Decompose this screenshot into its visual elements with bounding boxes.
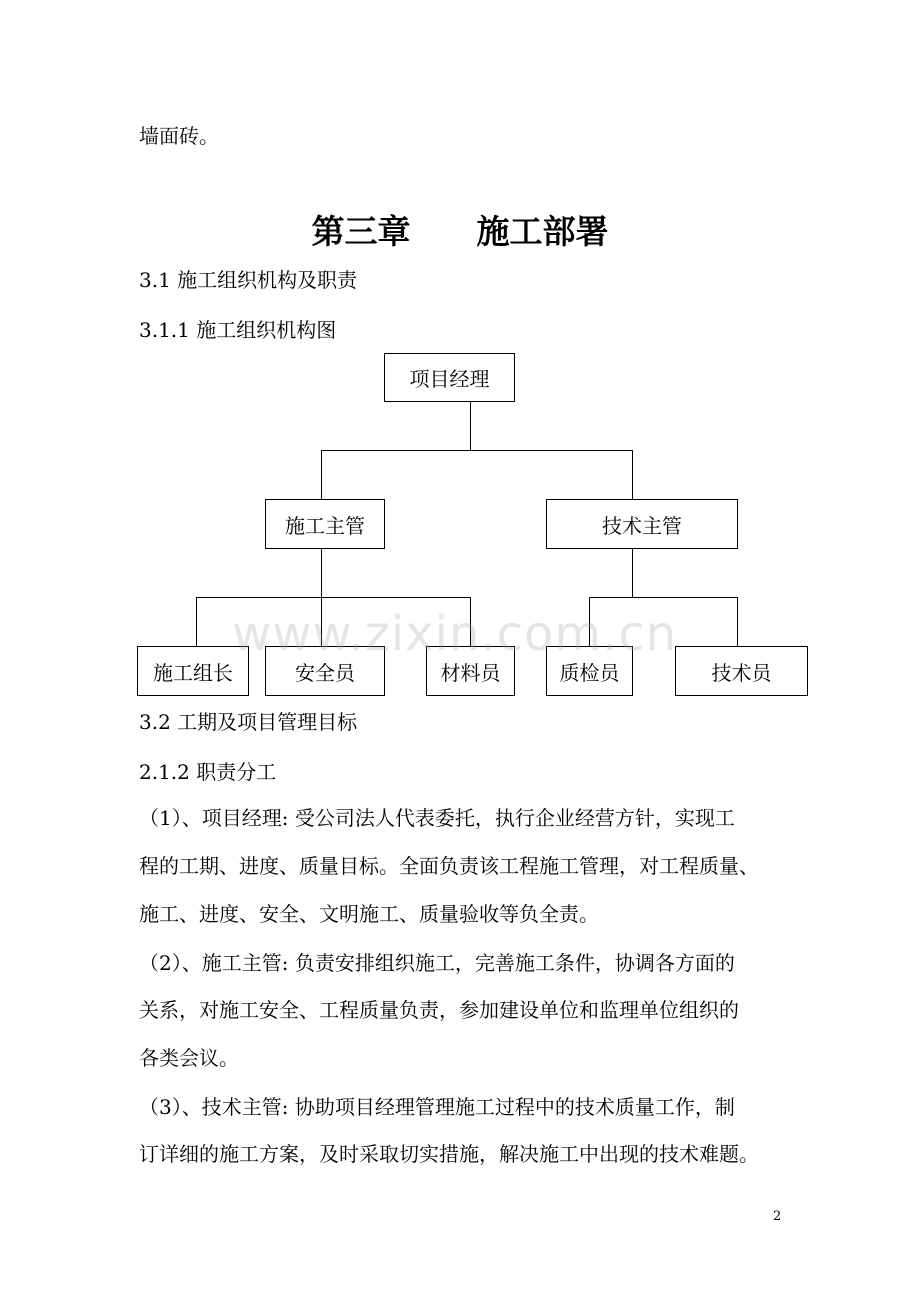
org-node-project-manager: 项目经理 [384, 353, 515, 402]
connector-line [196, 597, 471, 598]
chapter-title: 第三章 施工部署 [311, 212, 609, 251]
page-number: 2 [773, 1209, 782, 1224]
section-heading-3-1: 3.1 施工组织机构及职责 [139, 268, 358, 292]
watermark: www.zixin.com.cn [232, 606, 678, 662]
section-heading-3-2: 3.2 工期及项目管理目标 [139, 710, 358, 734]
org-node-technical-lead: 技术主管 [546, 499, 738, 549]
connector-line [632, 450, 633, 500]
org-node-materials-officer: 材料员 [426, 646, 515, 696]
paragraph-line: 程的工期、进度、质量目标。全面负责该工程施工管理，对工程质量、 [139, 854, 759, 878]
paragraph-line: 关系，对施工安全、工程质量负责，参加建设单位和监理单位组织的 [139, 998, 739, 1022]
org-node-construction-lead: 施工主管 [265, 499, 385, 549]
connector-line [321, 450, 322, 500]
paragraph-line: （3）、技术主管: 协助项目经理管理施工过程中的技术质量工作，制 [139, 1095, 735, 1119]
connector-line [321, 547, 322, 598]
section-heading-3-1-1: 3.1.1 施工组织机构图 [139, 318, 337, 342]
connector-line [321, 450, 633, 451]
intro-line: 墙面砖。 [139, 124, 219, 148]
paragraph-line: （2）、施工主管: 负责安排组织施工，完善施工条件，协调各方面的 [139, 951, 735, 975]
paragraph-line: 施工、进度、安全、文明施工、质量验收等负全责。 [139, 902, 599, 926]
connector-line [589, 597, 738, 598]
connector-line [632, 547, 633, 598]
org-node-safety-officer: 安全员 [265, 646, 385, 696]
paragraph-line: 订详细的施工方案，及时采取切实措施，解决施工中出现的技术难题。 [139, 1142, 759, 1166]
org-node-technician: 技术员 [675, 646, 808, 696]
org-node-quality-inspector: 质检员 [546, 646, 633, 696]
connector-line [196, 597, 197, 647]
org-node-team-leader: 施工组长 [137, 646, 249, 696]
paragraph-line: （1）、项目经理: 受公司法人代表委托，执行企业经营方针，实现工 [139, 806, 735, 830]
connector-line [737, 597, 738, 647]
section-heading-2-1-2: 2.1.2 职责分工 [139, 760, 277, 784]
connector-line [470, 401, 471, 451]
paragraph-line: 各类会议。 [139, 1046, 239, 1070]
